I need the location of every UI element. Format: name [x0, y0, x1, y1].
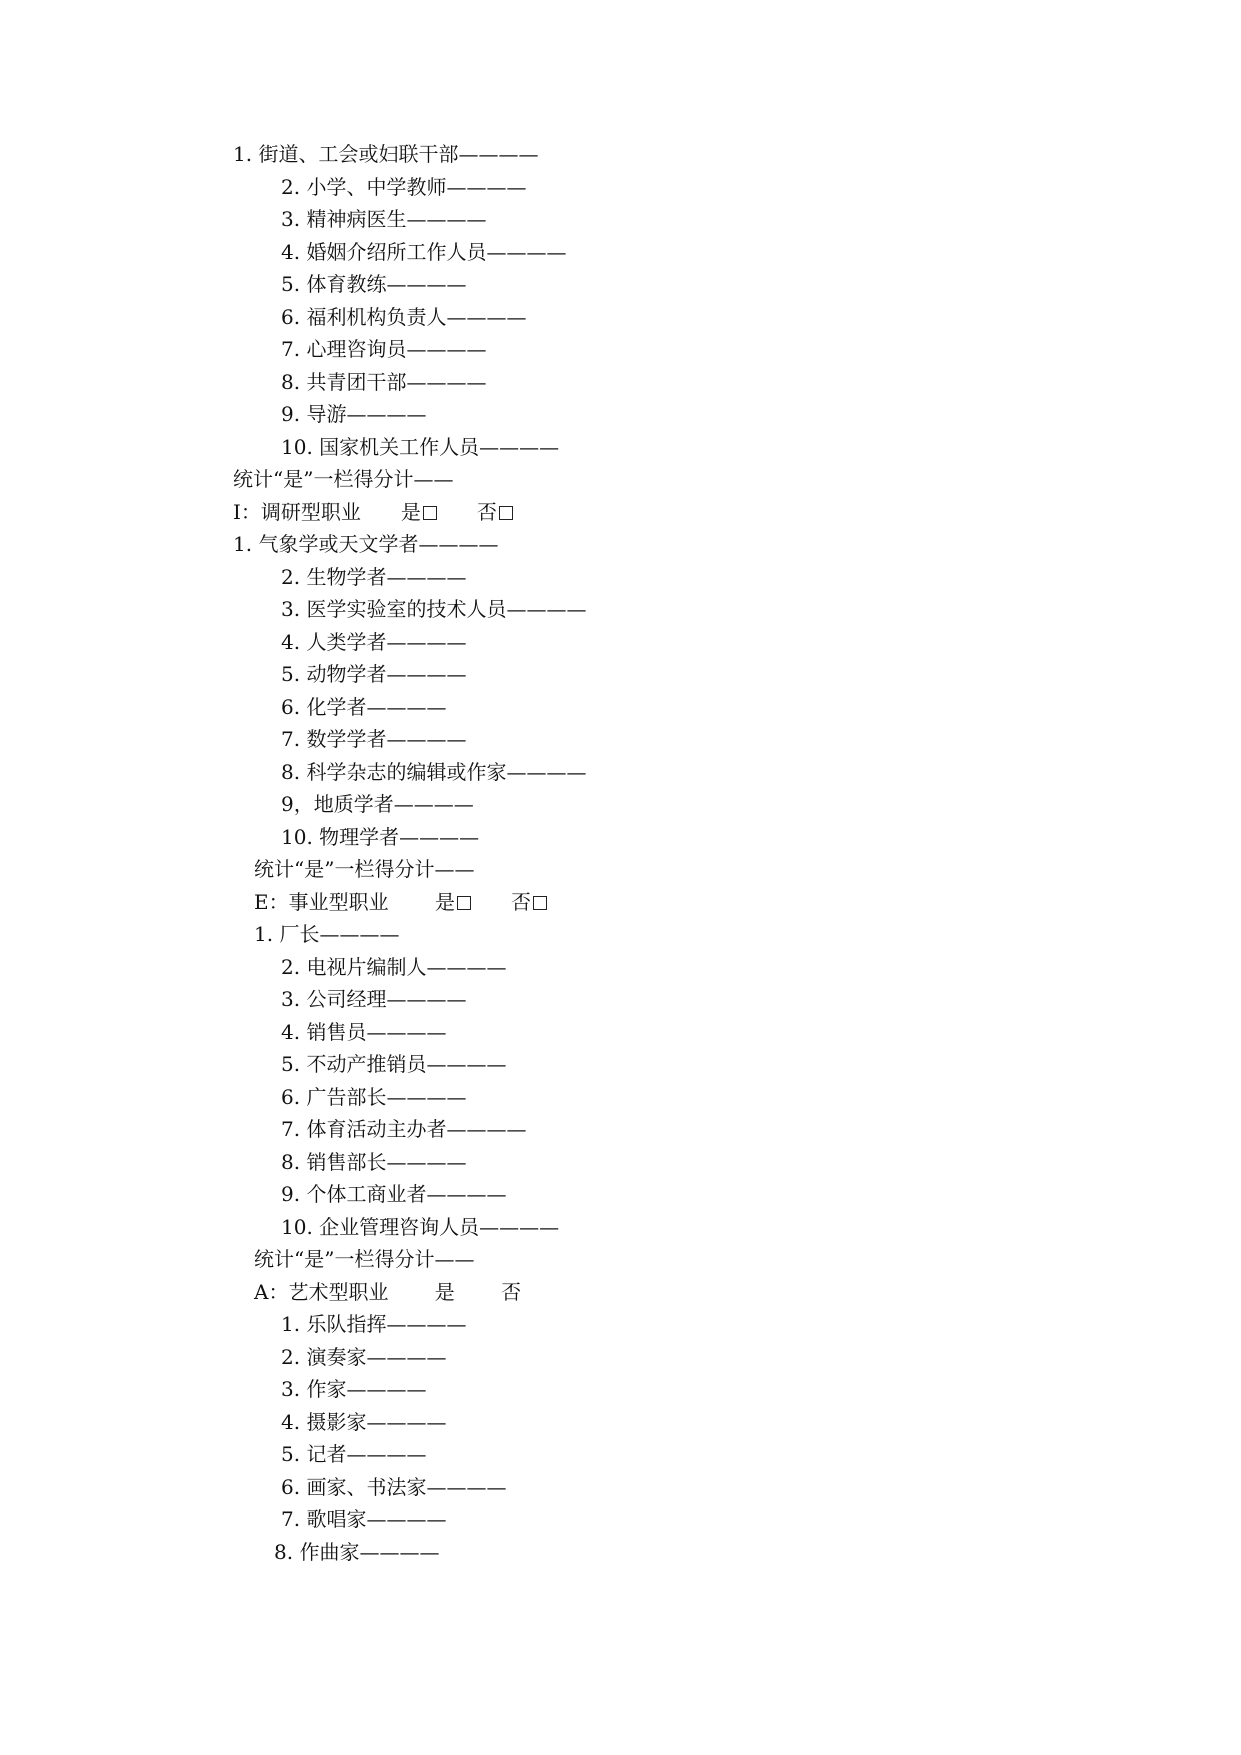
line-text: 3. 作家———— [281, 1377, 427, 1401]
line-text-after: 否 [436, 500, 497, 524]
line-text: 统计“是”一栏得分计—— [254, 857, 475, 881]
text-line [254, 922, 399, 946]
line-text: 4. 人类学者———— [281, 630, 467, 654]
line-text: 7. 心理咨询员———— [281, 337, 487, 361]
line-text: 3. 精神病医生———— [281, 207, 487, 231]
line-text: 3. 公司经理———— [281, 987, 467, 1011]
checkbox-yes[interactable] [457, 896, 471, 910]
line-text: E：事业型职业 是 [254, 890, 455, 914]
line-text: 6. 福利机构负责人———— [281, 305, 527, 329]
text-line [233, 467, 453, 491]
line-text: 6. 化学者———— [281, 695, 447, 719]
text-line [281, 1410, 446, 1434]
text-line [254, 857, 474, 881]
line-text: 1. 气象学或天文学者———— [233, 532, 499, 556]
line-text: I：调研型职业 是 [233, 500, 421, 524]
line-text: 4. 摄影家———— [281, 1410, 447, 1434]
line-text: 5. 不动产推销员———— [281, 1052, 507, 1076]
line-text: 9. 导游———— [281, 402, 427, 426]
line-text: 2. 演奏家———— [281, 1345, 447, 1369]
line-text: 7. 数学学者———— [281, 727, 467, 751]
line-text: 3. 医学实验室的技术人员———— [281, 597, 587, 621]
line-text: 4. 销售员———— [281, 1020, 447, 1044]
text-line [254, 890, 547, 914]
text-line [254, 1280, 521, 1304]
text-line [254, 1247, 474, 1271]
text-line [281, 792, 474, 816]
text-line [281, 1117, 526, 1141]
text-line [281, 1312, 466, 1336]
line-text: 5. 体育教练———— [281, 272, 467, 296]
line-text: 2. 电视片编制人———— [281, 955, 507, 979]
text-line [281, 1052, 506, 1076]
text-line [233, 500, 513, 524]
line-text: 4. 婚姻介绍所工作人员———— [281, 240, 567, 264]
line-text: 8. 科学杂志的编辑或作家———— [281, 760, 587, 784]
text-line [233, 142, 538, 166]
line-text: 9，地质学者———— [281, 792, 474, 816]
text-line [281, 337, 486, 361]
text-line [281, 565, 466, 589]
text-line [281, 825, 479, 849]
text-line [281, 272, 466, 296]
line-text: 7. 歌唱家———— [281, 1507, 447, 1531]
line-text: 5. 记者———— [281, 1442, 427, 1466]
line-text: 8. 作曲家———— [274, 1540, 440, 1564]
checkbox-no[interactable] [499, 506, 513, 520]
text-line [281, 175, 526, 199]
text-line [281, 240, 566, 264]
checkbox-yes[interactable] [423, 506, 437, 520]
line-text: 7. 体育活动主办者———— [281, 1117, 527, 1141]
line-text: 1. 乐队指挥———— [281, 1312, 467, 1336]
text-line [281, 402, 426, 426]
text-line [281, 1085, 466, 1109]
text-line [281, 207, 486, 231]
line-text: 1. 街道、工会或妇联干部———— [233, 142, 539, 166]
text-line [281, 370, 486, 394]
text-line [281, 1215, 559, 1239]
line-text: A：艺术型职业 是 否 [254, 1280, 522, 1304]
text-line [281, 597, 586, 621]
line-text: 2. 小学、中学教师———— [281, 175, 527, 199]
text-line [281, 727, 466, 751]
line-text: 5. 动物学者———— [281, 662, 467, 686]
line-text: 8. 共青团干部———— [281, 370, 487, 394]
line-text: 8. 销售部长———— [281, 1150, 467, 1174]
text-line [281, 435, 559, 459]
text-line [233, 532, 498, 556]
line-text: 10. 国家机关工作人员———— [281, 435, 560, 459]
text-line [281, 305, 526, 329]
text-line [281, 695, 446, 719]
line-text: 2. 生物学者———— [281, 565, 467, 589]
line-text: 9. 个体工商业者———— [281, 1182, 507, 1206]
text-line [281, 1475, 506, 1499]
line-text: 统计“是”一栏得分计—— [233, 467, 454, 491]
text-line [281, 1020, 446, 1044]
text-line [281, 1150, 466, 1174]
text-line [281, 1507, 446, 1531]
line-text: 10. 物理学者———— [281, 825, 480, 849]
text-line [281, 955, 506, 979]
text-line [281, 987, 466, 1011]
line-text: 10. 企业管理咨询人员———— [281, 1215, 560, 1239]
text-line [281, 760, 586, 784]
text-line [281, 1377, 426, 1401]
line-text: 6. 广告部长———— [281, 1085, 467, 1109]
checkbox-no[interactable] [533, 896, 547, 910]
line-text: 1. 厂长———— [254, 922, 400, 946]
text-line [281, 1182, 506, 1206]
text-line [281, 630, 466, 654]
line-text: 6. 画家、书法家———— [281, 1475, 507, 1499]
text-line [281, 1345, 446, 1369]
text-line [281, 662, 466, 686]
line-text-after: 否 [470, 890, 531, 914]
text-line [281, 1442, 426, 1466]
text-line [274, 1540, 439, 1564]
line-text: 统计“是”一栏得分计—— [254, 1247, 475, 1271]
